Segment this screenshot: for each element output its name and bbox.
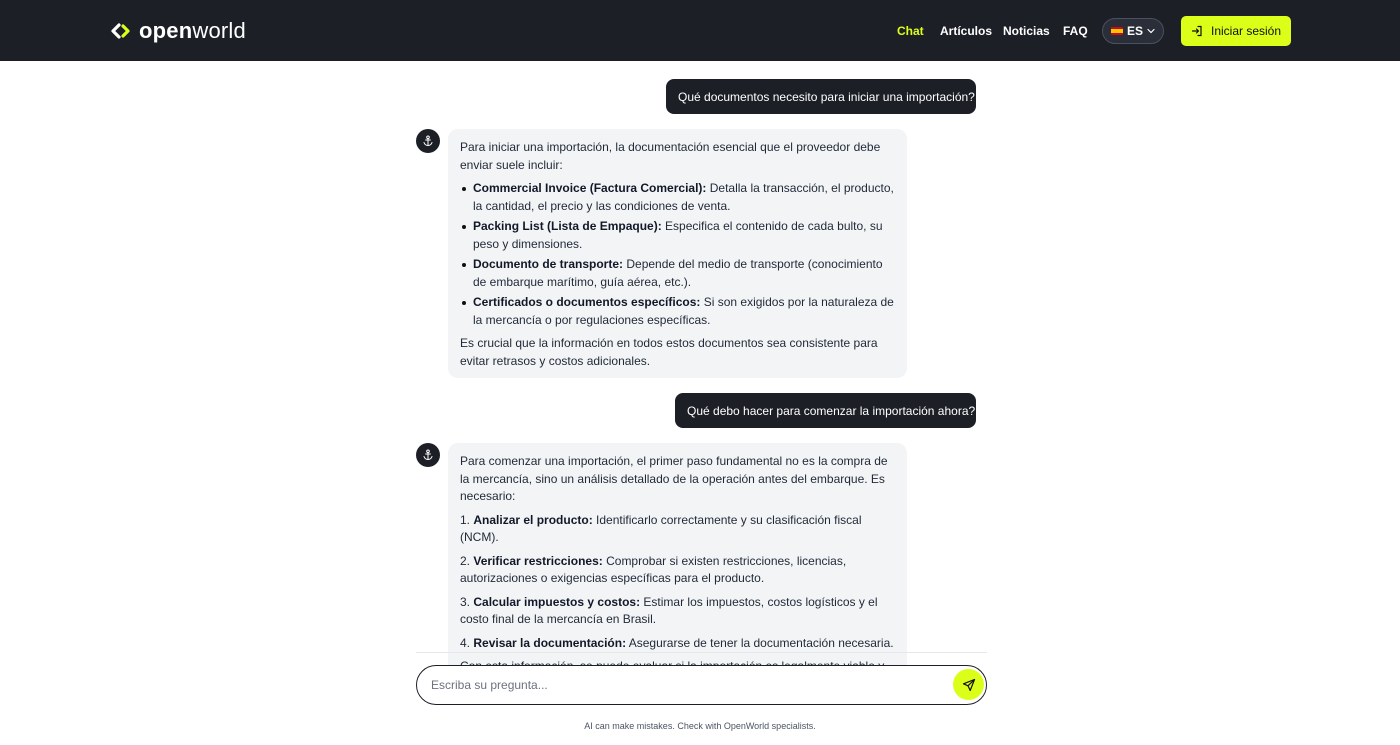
step-text: Estimar los impuestos, costos logísticos y el costo final de la mercancía en Brasil.: [460, 594, 878, 626]
anchor-icon: [422, 135, 434, 147]
question-input[interactable]: [431, 666, 931, 703]
step-title: Verificar restricciones:: [473, 553, 603, 568]
item-title: Certificados o documentos específicos:: [473, 295, 701, 309]
step-text: Identificarlo correctamente y su clasificación fiscal (NCM).: [460, 512, 862, 544]
top-navbar: [0, 0, 1400, 61]
chat-thread[interactable]: [0, 61, 1400, 653]
list-item: [460, 180, 895, 215]
document-list: [460, 180, 895, 329]
item-text: Especifica el contenido de cada bulto, su peso y dimensiones.: [473, 219, 883, 251]
user-message: Qué documentos necesito para iniciar una importación?: [666, 79, 976, 114]
message-intro: Para comenzar una importación, el primer paso fundamental no es la compra de la mercancía, sino un análisis detallado de la operación antes del embarque. Es necesario:: [460, 454, 888, 503]
login-icon: [1191, 25, 1203, 37]
list-item: [460, 594, 895, 629]
logo-wordmark: [139, 18, 246, 44]
list-item: [460, 256, 895, 291]
chevron-down-icon: [1147, 28, 1155, 34]
list-item: [460, 553, 895, 588]
item-title: Packing List (Lista de Empaque):: [473, 219, 662, 233]
list-item: [460, 635, 895, 653]
ai-disclaimer: AI can make mistakes. Check with OpenWorld specialists.: [584, 721, 816, 731]
item-text: Detalla la transacción, el producto, la cantidad, el precio y las condiciones de venta.: [473, 181, 894, 213]
step-text: Asegurarse de tener la documentación necesaria.: [626, 635, 894, 650]
logo-open-text: open: [139, 18, 193, 43]
item-title: Commercial Invoice (Factura Comercial):: [473, 181, 707, 195]
list-item: [460, 294, 895, 329]
login-label: Iniciar sesión: [1210, 24, 1282, 38]
composer: [416, 665, 987, 705]
step-number: 2.: [460, 553, 471, 568]
list-item: [460, 512, 895, 547]
step-number: 1.: [460, 512, 471, 527]
login-button[interactable]: [1181, 16, 1291, 46]
item-text: Depende del medio de transporte (conocimiento de embarque marítimo, guía aérea, etc.).: [473, 257, 883, 289]
step-title: Revisar la documentación:: [473, 635, 627, 650]
language-selector[interactable]: [1102, 18, 1164, 44]
assistant-message: [448, 129, 907, 378]
message-intro: Para iniciar una importación, la documentación esencial que el proveedor debe enviar suele incluir:: [460, 140, 881, 172]
step-title: Analizar el producto:: [473, 512, 593, 527]
nav-chat[interactable]: Chat: [897, 24, 924, 38]
step-text: Comprobar si existen restricciones, licencias, autorizaciones o exigencias específicas para el producto.: [460, 553, 847, 585]
step-number: 4.: [460, 635, 471, 650]
logo-world-text: world: [192, 18, 246, 43]
language-code: ES: [1126, 24, 1143, 38]
message-outro: Es crucial que la información en todos estos documentos sea consistente para evitar retrasos y costos adicionales.: [460, 336, 878, 368]
item-title: Documento de transporte:: [473, 257, 624, 271]
nav-faq[interactable]: FAQ: [1063, 24, 1088, 38]
list-item: [460, 218, 895, 253]
assistant-message: [448, 443, 907, 703]
logo-chevrons-icon: [111, 23, 137, 39]
user-message: Qué debo hacer para comenzar la importación ahora?: [675, 393, 976, 428]
step-number: 3.: [460, 594, 471, 609]
steps-list: [460, 512, 895, 653]
send-icon: [962, 678, 976, 692]
send-button[interactable]: [953, 669, 984, 700]
item-text: Si son exigidos por la naturaleza de la mercancía o por regulaciones específicas.: [473, 295, 894, 327]
anchor-icon: [422, 449, 434, 461]
spain-flag-icon: [1111, 27, 1123, 35]
nav-articulos[interactable]: Artículos: [940, 24, 993, 38]
assistant-avatar: [416, 443, 440, 467]
openworld-logo[interactable]: [111, 18, 246, 44]
assistant-avatar: [416, 129, 440, 153]
composer-divider: [416, 652, 987, 653]
step-title: Calcular impuestos y costos:: [473, 594, 641, 609]
nav-noticias[interactable]: Noticias: [1003, 24, 1050, 38]
